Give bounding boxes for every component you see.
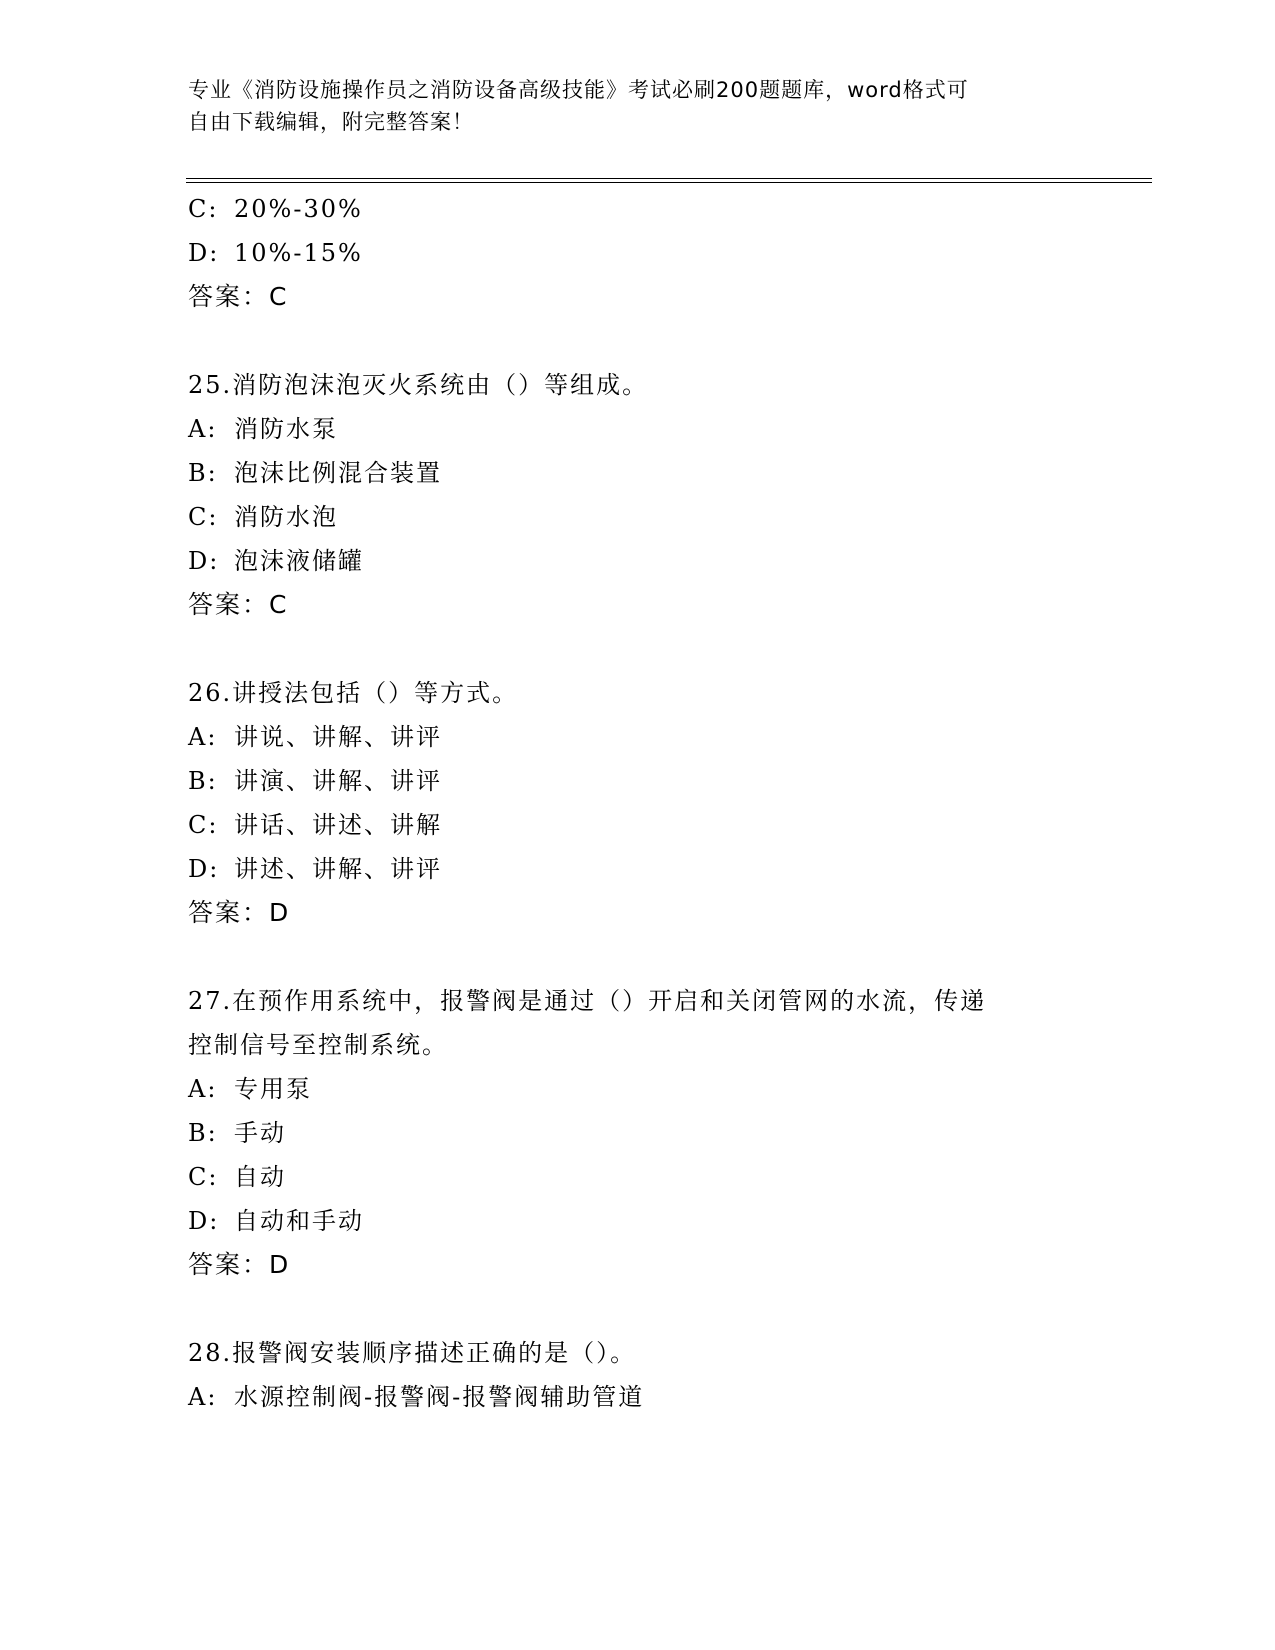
option-text: 讲演、讲解、讲评: [234, 767, 442, 795]
option-text: 自动和手动: [234, 1207, 364, 1235]
option-line: [188, 194, 363, 224]
option-line: [188, 1074, 312, 1104]
option-text: 20%-30%: [234, 195, 363, 223]
option-line: [188, 810, 442, 840]
answer-line: 答案：C: [188, 282, 289, 311]
option-letter: D:: [188, 855, 220, 883]
answer-line: 答案：D: [188, 1250, 291, 1279]
option-letter: A:: [188, 1075, 218, 1103]
answer-line: 答案：C: [188, 590, 289, 619]
option-line: [188, 238, 363, 268]
option-line: [188, 1118, 286, 1148]
option-text: 消防水泵: [234, 415, 338, 443]
option-line: [188, 502, 338, 532]
option-letter: B:: [188, 767, 218, 795]
option-letter: C:: [188, 1163, 219, 1191]
option-letter: B:: [188, 1119, 218, 1147]
option-text: 泡沫液储罐: [234, 547, 364, 575]
header-line-1: 专业《消防设施操作员之消防设备高级技能》考试必刷200题题库，word格式可: [188, 78, 969, 102]
option-text: 专用泵: [234, 1075, 312, 1103]
option-letter: D:: [188, 1207, 220, 1235]
option-text: 手动: [234, 1119, 286, 1147]
option-line: [188, 766, 442, 796]
option-text: 讲说、讲解、讲评: [234, 723, 442, 751]
option-letter: D:: [188, 547, 220, 575]
option-text: 泡沫比例混合装置: [234, 459, 442, 487]
option-letter: C:: [188, 195, 219, 223]
option-letter: A:: [188, 1383, 218, 1411]
option-letter: D:: [188, 239, 220, 267]
option-letter: C:: [188, 503, 219, 531]
option-letter: A:: [188, 723, 218, 751]
option-text: 消防水泡: [234, 503, 338, 531]
header-rule-top: [186, 178, 1152, 179]
option-line: [188, 458, 442, 488]
option-line: [188, 854, 442, 884]
option-line: [188, 1206, 364, 1236]
option-text: 水源控制阀-报警阀-报警阀辅助管道: [234, 1383, 645, 1411]
option-line: [188, 414, 338, 444]
option-line: [188, 546, 364, 576]
answer-line: 答案：D: [188, 898, 291, 927]
option-line: [188, 1162, 286, 1192]
option-text: 讲话、讲述、讲解: [234, 811, 442, 839]
question-stem: 25.消防泡沫泡灭火系统由（）等组成。: [188, 371, 649, 399]
question-stem: 26.讲授法包括（）等方式。: [188, 679, 519, 707]
question-stem: 28.报警阀安装顺序描述正确的是（）。: [188, 1339, 637, 1367]
option-letter: B:: [188, 459, 218, 487]
option-text: 讲述、讲解、讲评: [234, 855, 442, 883]
header-rule-bottom: [186, 182, 1152, 183]
option-letter: C:: [188, 811, 219, 839]
option-text: 自动: [234, 1163, 286, 1191]
header-line-2: 自由下载编辑，附完整答案！: [188, 110, 474, 134]
question-stem-continued: 控制信号至控制系统。: [188, 1031, 448, 1059]
document-header: [188, 74, 1088, 138]
option-line: [188, 1382, 644, 1412]
option-line: [188, 722, 442, 752]
option-letter: A:: [188, 415, 218, 443]
option-text: 10%-15%: [234, 239, 363, 267]
question-stem: 27.在预作用系统中，报警阀是通过（）开启和关闭管网的水流，传递: [188, 987, 987, 1015]
